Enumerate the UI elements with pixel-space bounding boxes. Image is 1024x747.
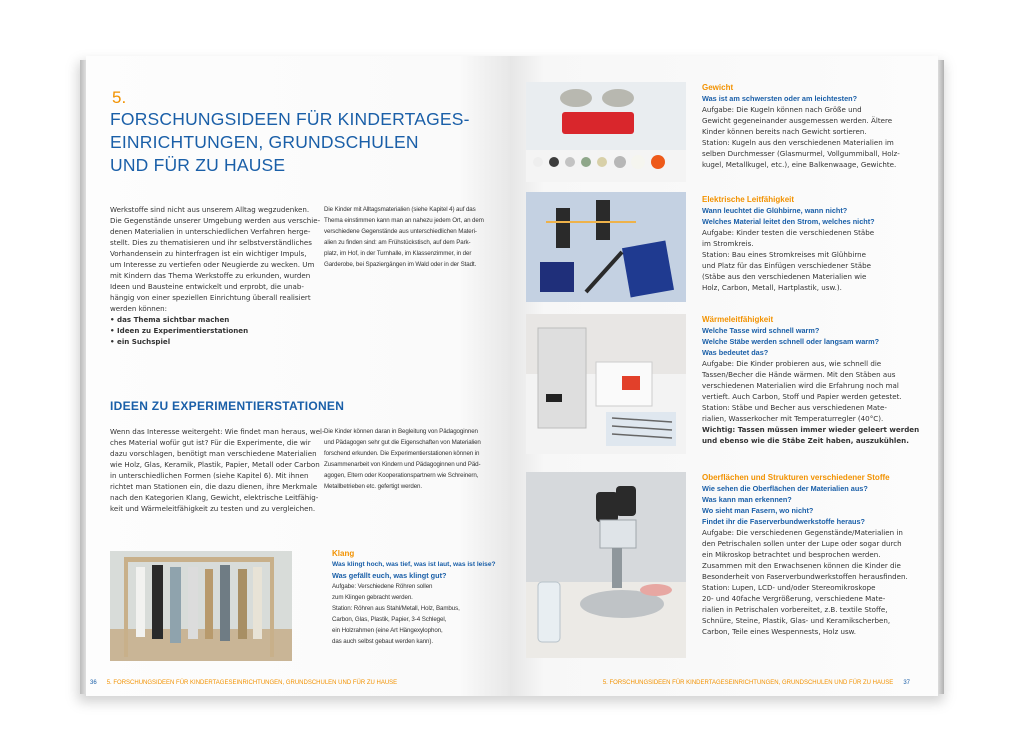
leitfaehigkeit-photo [526,192,686,302]
section-column-2 [324,426,496,492]
title-line: EINRICHTUNGEN, GRUNDSCHULEN [110,132,419,152]
text-line: Holz, Carbon, Metall, Hartplastik, usw.). [702,283,842,292]
section-heading: Gewicht [702,83,734,92]
left-page [86,56,511,696]
text-line: Die Kinder können daran in Begleitung von Pädagoginnen [324,428,478,435]
text-line: Carbon, Teile eines Wespennests, Holz usw. [702,627,857,636]
tube-xylophone-illustration [110,551,292,661]
text-line: Aufgabe: Die verschiedenen Gegenstände/Materialien in [702,528,903,537]
text-line: Station: Bau eines Stromkreises mit Glühbirne [702,250,866,259]
chapter-title [110,108,490,177]
section-column-1 [110,426,325,514]
text-line: zum Klingen gebracht werden. [332,594,413,601]
section-question: Findet ihr die Faserverbundwerkstoffe heraus? [702,517,866,526]
text-line: keit und Wärmeleitfähigkeit zu testen und zu vergleichen. [110,504,316,513]
text-line: Thema einstimmen kann man an nahezu jedem Ort, an dem [324,217,484,224]
section-question: Welche Stäbe werden schnell oder langsam warm? [702,337,880,346]
text-line: kugel, Metallkugel, etc.), eine Balkenwaage, Gewichte. [702,160,897,169]
text-line: rialien in Petrischalen vorbereitet, z.B. textile Stoffe, [702,605,888,614]
bullet-item: • Ideen zu Experimentierstationen [110,326,249,335]
running-footer: 5. FORSCHUNGSIDEEN FÜR KINDERTAGESEINRICHTUNGEN, GRUNDSCHULEN UND FÜR ZU HAUSE [602,680,894,686]
right-page-edges [937,60,944,694]
section-question: Wie sehen die Oberflächen der Materialien aus? [702,484,868,493]
text-line: 20- und 40fache Vergrößerung, verschiedene Mate- [702,594,886,603]
text-line: stellt. Dies zu thematisieren und ihr selbstverständliches [110,238,312,247]
text-line: Aufgabe: Kinder testen die verschiedenen Stäbe [702,228,875,237]
section-question: Was bedeutet das? [702,348,769,357]
klang-text [332,548,508,647]
text-line: den Petrischalen sollen unter der Lupe oder sogar durch [702,539,902,548]
text-line: das auch selbst gebaut werden kann). [332,638,433,645]
text-line: verschiedene Gegenstände aus unterschiedlichen Materi- [324,228,477,235]
text-line: um Interesse zu vertiefen oder Neugierde zu wecken. Um [110,260,315,269]
running-footer: 5. FORSCHUNGSIDEEN FÜR KINDERTAGESEINRICHTUNGEN, GRUNDSCHULEN UND FÜR ZU HAUSE [106,680,398,686]
text-line: werden können: [110,304,168,313]
text-line: im Stromkreis. [702,239,754,248]
bullet-text: Ideen zu Experimentierstationen [117,326,249,335]
text-line: ein Holzrahmen (eine Art Hängexylophon, [332,627,443,634]
intro-column-2 [324,204,496,270]
text-line: forschend erkunden. Die Experimentierstationen können in [324,450,480,457]
text-line: platz, im Hof, in der Turnhalle, im Klassenzimmer, in der [324,250,472,257]
chapter-number: 5. [112,88,127,107]
gewicht-photo [526,82,686,182]
text-line: (Stäbe aus den verschiedenen Materialien wie [702,272,867,281]
text-line: nach den Kategorien Klang, Gewicht, elektrische Leitfähig- [110,493,319,502]
text-line: Station: Kugeln aus den verschiedenen Materialien im [702,138,894,147]
oberflaechen-text [702,472,932,637]
water-heater-illustration [526,314,686,454]
waermeleitfaehigkeit-text [702,314,932,446]
text-line: Carbon, Glas, Plastik, Papier, 3-4 Schlegel, [332,616,447,623]
section-heading: Oberflächen und Strukturen verschiedener Stoffe [702,473,890,482]
section-question: Was kann man erkennen? [702,495,792,504]
klang-heading: Klang [332,549,355,558]
text-line: Schnüre, Steine, Plastik, Glas- und Keramikscherben, [702,616,891,625]
section-heading: IDEEN ZU EXPERIMENTIERSTATIONEN [110,399,345,413]
text-line: Aufgabe: Die Kinder probieren aus, wie schnell die [702,359,882,368]
text-line: Wenn das Interesse weitergeht: Wie findet man heraus, wel- [110,427,325,436]
oberflaechen-photo [526,472,686,658]
text-line: ches Material wofür gut ist? Für die Experimente, die wir [110,438,311,447]
balance-scale-illustration [526,82,686,182]
text-line: und Pädagogen sehr gut die Eigenschaften von Materialien [324,439,481,446]
intro-column-1 [110,204,320,347]
section-question: Wann leuchtet die Glühbirne, wann nicht? [702,206,848,215]
text-line: ein Mikroskop betrachtet und besprochen werden. [702,550,881,559]
title-line: UND FÜR ZU HAUSE [110,155,286,175]
text-line: alien zu finden sind: am Frühstückstisch, auf dem Park- [324,239,471,246]
text-line: Zusammenarbeit von Kindern und Pädagoginnen und Päd- [324,461,481,468]
text-line: Station: Lupen, LCD- und/oder Stereomikroskope [702,583,876,592]
text-line: Aufgabe: Verschiedene Röhren sollen [332,583,433,590]
text-line: mit Kindern das Thema Werkstoffe zu erkunden, wurden [110,271,311,280]
text-line: verschiedenen Materialien wird die Erfahrung noch mal [702,381,899,390]
bullet-text: das Thema sichtbar machen [117,315,230,324]
leitfaehigkeit-text [702,194,932,293]
text-line: Werkstoffe sind nicht aus unserem Alltag wegzudenken. [110,205,310,214]
text-line: Ideen und Bausteine entwickelt und erprobt, die unab- [110,282,304,291]
text-line: und ebenso wie die Stäbe Zeit haben, auszukühlen. [702,436,909,445]
right-page [510,56,938,696]
text-line: Gewicht gegeneinander ausgemessen werden. Ältere [702,116,893,125]
text-line: dazu vorschlagen, benötigt man verschiedene Materialien [110,449,317,458]
page-number: 37 [903,680,910,686]
bullet-text: ein Suchspiel [117,337,171,346]
gewicht-text [702,82,932,170]
text-line: Die Gegenstände unserer Umgebung werden aus verschie- [110,216,321,225]
text-line: Tassen/Becher die Hände wärmen. Mit den Stäben aus [702,370,896,379]
text-line: Vorhandensein zu hinterfragen ist ein wichtiger Impuls, [110,249,307,258]
section-question: Welche Tasse wird schnell warm? [702,326,820,335]
klang-question: Was klingt hoch, was tief, was ist laut, was ist leise? [332,561,496,568]
klang-question: Was gefällt euch, was klingt gut? [332,571,447,580]
section-heading: Elektrische Leitfähigkeit [702,195,795,204]
bullet-item: • ein Suchspiel [110,337,171,346]
bullet-item: • das Thema sichtbar machen [110,315,230,324]
text-line: wie Holz, Glas, Keramik, Plastik, Papier, Metall oder Carbon [110,460,320,469]
microscope-illustration [526,472,686,658]
text-line: Wichtig: Tassen müssen immer wieder geleert werden [702,425,920,434]
text-line: Besonderheit von Faserverbundwerkstoffen herausfinden. [702,572,908,581]
left-footer [90,680,397,686]
title-line: FORSCHUNGSIDEEN FÜR KINDERTAGES- [110,109,470,129]
text-line: Metallbetrieben etc. gefertigt werden. [324,483,423,490]
section-question: Wo sieht man Fasern, wo nicht? [702,506,814,515]
text-line: selben Durchmesser (Glasmurmel, Vollgummiball, Holz- [702,149,900,158]
text-line: richtet man Stationen ein, die dazu dienen, ihre Merkmale [110,482,318,491]
right-footer [603,680,910,686]
text-line: denen Materialien in unterschiedlichen Verfahren herge- [110,227,311,236]
text-line: Garderobe, bei Spaziergängen im Wald oder in der Stadt. [324,261,477,268]
text-line: rialien, Wasserkocher mit Temperaturregler (40°C). [702,414,884,423]
text-line: agogen, Eltern oder Kooperationspartnern wie Schreinern, [324,472,479,479]
text-line: Aufgabe: Die Kugeln können nach Größe und [702,105,862,114]
circuit-illustration [526,192,686,302]
text-line: Zusammen mit den Erwachsenen können die Kinder die [702,561,901,570]
section-question: Welches Material leitet den Strom, welches nicht? [702,217,875,226]
text-line: Die Kinder mit Alltagsmaterialien (siehe Kapitel 4) auf das [324,206,476,213]
text-line: Kinder können bereits nach Gewicht sortieren. [702,127,867,136]
text-line: in unterschiedlichen Formen (siehe Kapitel 6). Mit ihnen [110,471,309,480]
text-line: vertieft. Auch Carbon, Stoff und Papier werden getestet. [702,392,902,401]
text-line: Station: Stäbe und Becher aus verschiedenen Mate- [702,403,887,412]
waermeleitfaehigkeit-photo [526,314,686,454]
section-question: Was ist am schwersten oder am leichtesten? [702,94,858,103]
klang-photo [110,551,292,661]
page-number: 36 [90,680,97,686]
text-line: Station: Röhren aus Stahl/Metall, Holz, Bambus, [332,605,460,612]
text-line: und Platz für das Einfügen verschiedener Stäbe [702,261,871,270]
section-heading: Wärmeleitfähigkeit [702,315,774,324]
text-line: hängig von einer speziellen Einrichtung überall realisiert [110,293,311,302]
